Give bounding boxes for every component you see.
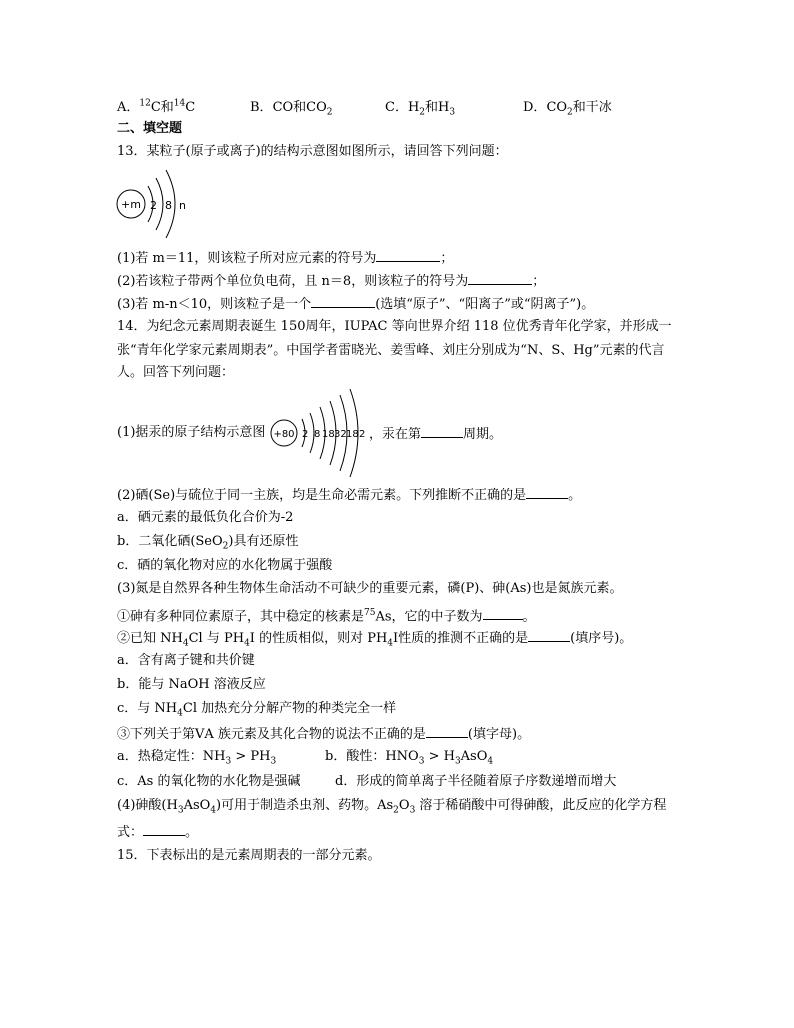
q14-stem-line2: 张“青年化学家元素周期表”。中国学者雷晓光、姜雪峰、刘庄分别成为“N、S、Hg”元素的代言 bbox=[117, 343, 665, 358]
q14-part3: (3)氮是自然界各种生物体生命活动不可缺少的重要元素，磷(P)、砷(As)也是氮族元素。 bbox=[117, 581, 623, 596]
q14-part4: (4)砷酸$(H_3AsO_4)$可用于制造杀虫剂、药物。$As_2O_3$ 溶于稀硝酸中可得砷酸，此反应的化学方程 bbox=[117, 798, 667, 816]
section-title: 二、填空题 bbox=[117, 121, 183, 136]
q14-part3-2: ②已知 $NH_4Cl$ 与 $PH_4I$ 的性质相似，则对 $PH_4I$性质的推测不正确的是 (填序号)。 bbox=[117, 628, 632, 653]
q14-part1-tail: ，汞在第 周期。 bbox=[369, 424, 502, 444]
mercury-nucleus-label: +80 bbox=[273, 429, 295, 440]
answer-blank[interactable] bbox=[526, 485, 568, 499]
q12-option-b: B．CO和$CO_2$ bbox=[250, 100, 333, 118]
q14-part3-3-option-d: d．形成的简单离子半径随着原子序数递增而增大 bbox=[335, 774, 617, 789]
q14-part3-3-options-ab: a．热稳定性：$NH_3 > PH_3$ bbox=[117, 749, 277, 767]
hg-shell-2: 8 bbox=[314, 429, 321, 440]
q13-part1: (1)若 m＝11，则该粒子所对应元素的符号为 ； bbox=[117, 248, 453, 268]
q12-option-d: D．$CO_2$和干冰 bbox=[523, 100, 612, 118]
q12-option-a: A．$^{12}$C和$^{14}$C bbox=[117, 98, 196, 115]
nucleus-label: +m bbox=[121, 198, 141, 211]
hg-shell-3: 18 bbox=[322, 429, 335, 440]
q13-part3: (3)若 m-n＜10，则该粒子是一个 (选填“原子”、“阳离子”或“阴离子”)。 bbox=[117, 294, 594, 314]
q14-part3-3-option-c: c．As 的氧化物的水化物是强碱 bbox=[117, 774, 301, 789]
answer-blank[interactable] bbox=[421, 424, 463, 438]
q13-part2: (2)若该粒子带两个单位负电荷，且 n＝8，则该粒子的符号为 ； bbox=[117, 271, 545, 291]
q12-option-c: C．$H_2$和$H_3$ bbox=[385, 100, 456, 118]
q14-part3-2-option-c: c．与 $NH_4Cl$ 加热充分分解产物的种类完全一样 bbox=[117, 701, 397, 719]
answer-blank[interactable] bbox=[143, 822, 185, 836]
hg-shell-5: 18 bbox=[346, 429, 359, 440]
shell-3-count: n bbox=[179, 199, 186, 212]
q14-stem-line3: 人。回答下列问题： bbox=[117, 365, 235, 380]
q14-part2: (2)硒(Se)与硫位于同一主族，均是生命必需元素。下列推断不正确的是 。 bbox=[117, 485, 581, 505]
answer-blank[interactable] bbox=[468, 271, 532, 285]
hg-shell-1: 2 bbox=[302, 429, 309, 440]
shell-1-count: 2 bbox=[150, 199, 157, 212]
hg-shell-6: 2 bbox=[359, 429, 366, 440]
q14-part3-1: ①砷有多种同位素原子，其中稳定的核素是$^{75}$As，它的中子数为 。 bbox=[117, 608, 536, 625]
q15-stem: 15．下表标出的是元素周期表的一部分元素。 bbox=[117, 848, 381, 863]
answer-blank[interactable] bbox=[528, 628, 570, 642]
q14-part3-2-option-a: a．含有离子键和共价键 bbox=[117, 653, 255, 668]
q13-structure-diagram bbox=[114, 164, 204, 244]
q14-part1: (1)据汞的原子结构示意图 bbox=[117, 425, 266, 440]
q14-part2-option-c: c．硒的氧化物对应的水化物属于强酸 bbox=[117, 558, 333, 573]
answer-blank[interactable] bbox=[426, 724, 468, 738]
shell-2-count: 8 bbox=[165, 199, 172, 212]
q14-part2-option-a: a．硒元素的最低负化合价为-2 bbox=[117, 510, 294, 525]
q13-stem: 13．某粒子(原子或离子)的结构示意图如图所示，请回答下列问题： bbox=[117, 144, 508, 159]
q14-part4-line2: 式： 。 bbox=[117, 822, 198, 842]
q14-part3-3: ③下列关于第ⅤA 族元素及其化合物的说法不正确的是 (填字母)。 bbox=[117, 724, 530, 744]
q14-part3-3-option-b: b．酸性：$HNO_3 > H_3AsO_4$ bbox=[325, 749, 494, 767]
q14-stem-line1: 14．为纪念元素周期表诞生 150周年，IUPAC 等向世界介绍 118 位优秀青年化学家，并形成一 bbox=[117, 319, 672, 334]
answer-blank[interactable] bbox=[311, 294, 375, 308]
q14-part3-2-option-b: b．能与 NaOH 溶液反应 bbox=[117, 677, 266, 692]
answer-blank[interactable] bbox=[376, 248, 440, 262]
hg-shell-4: 32 bbox=[334, 429, 347, 440]
answer-blank[interactable] bbox=[483, 606, 523, 620]
q14-part2-option-b: b．二氧化硒(SeO$_2$)具有还原性 bbox=[117, 534, 299, 552]
